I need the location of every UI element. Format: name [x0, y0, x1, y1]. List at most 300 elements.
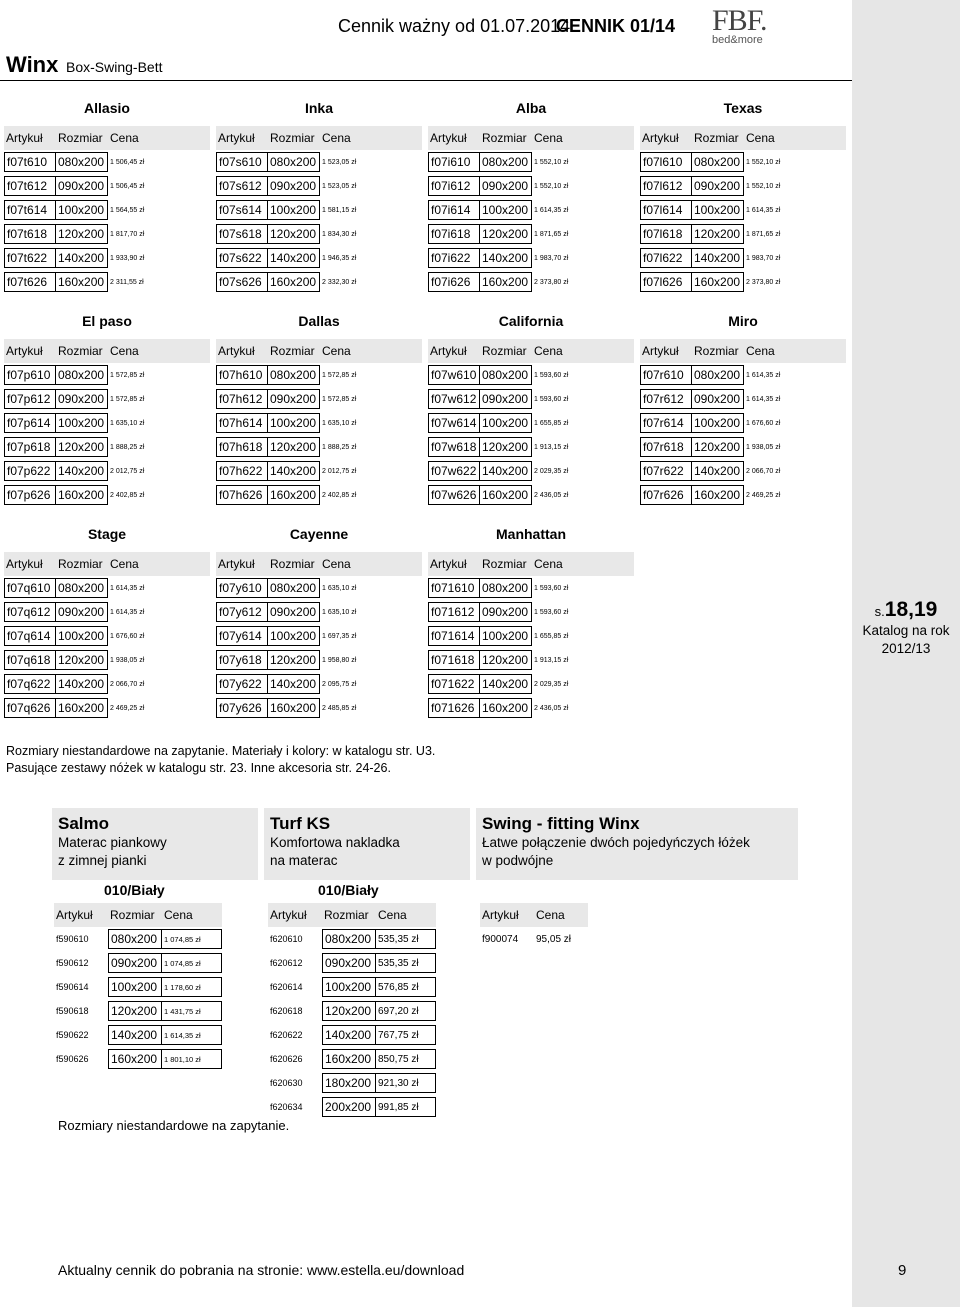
salmo-title: Salmo	[58, 814, 110, 833]
brand-title: Winx	[6, 52, 59, 77]
price-value: 2 311,55 zł	[110, 278, 144, 286]
header-article: Artykuł	[6, 344, 43, 358]
article-code: f07y626	[216, 698, 268, 718]
article-code: f07p610	[4, 365, 56, 385]
table-row	[54, 927, 222, 951]
size-value: 140x200	[268, 248, 320, 268]
table-row	[268, 1023, 436, 1047]
table-row	[4, 696, 210, 720]
header-price: Cena	[746, 131, 775, 145]
table-row	[216, 600, 422, 624]
table-row	[4, 648, 210, 672]
turf-color: 010/Biały	[318, 882, 379, 898]
product-name: Texas	[723, 100, 763, 116]
size-value: 200x200	[322, 1097, 376, 1117]
price-value: 2 469,25 zł	[110, 704, 145, 712]
article-code: f07i610	[428, 152, 480, 172]
swing-title: Swing - fitting Winx	[482, 814, 640, 833]
table-row	[640, 363, 846, 387]
table-row	[428, 576, 634, 600]
price-value: 1 614,35 zł	[110, 608, 145, 616]
size-value: 120x200	[692, 224, 744, 244]
product-table	[4, 313, 210, 507]
article-code: f07y622	[216, 674, 268, 694]
table-header	[480, 903, 588, 927]
size-value: 140x200	[322, 1025, 376, 1045]
table-row	[428, 246, 634, 270]
table-row	[216, 174, 422, 198]
price-value: 1 431,75 zł	[162, 1001, 222, 1021]
size-value: 160x200	[692, 272, 744, 292]
size-value: 090x200	[108, 953, 162, 973]
price-value: 2 066,70 zł	[746, 467, 781, 475]
article-code: f07r626	[640, 485, 692, 505]
price-value: 1 635,10 zł	[110, 419, 145, 427]
size-value: 120x200	[56, 437, 108, 457]
price-value: 1 572,85 zł	[322, 371, 357, 379]
header-article: Artykuł	[642, 131, 679, 145]
table-row	[216, 672, 422, 696]
size-value: 160x200	[56, 698, 108, 718]
header-size: Rozmiar	[482, 131, 527, 145]
header-price: Cena	[534, 131, 563, 145]
size-value: 140x200	[108, 1025, 162, 1045]
turf-desc-2: na materac	[270, 853, 338, 868]
size-value: 120x200	[480, 650, 532, 670]
price-value: 1 913,15 zł	[534, 443, 569, 451]
article-code: f07s612	[216, 176, 268, 196]
price-value: 1 655,85 zł	[534, 632, 569, 640]
price-value: 1 178,60 zł	[162, 977, 222, 997]
price-value: 1 801,10 zł	[162, 1049, 222, 1069]
size-value: 140x200	[692, 461, 744, 481]
article-code: f07i618	[428, 224, 480, 244]
price-value: 1 913,15 zł	[534, 656, 569, 664]
size-value: 160x200	[56, 485, 108, 505]
size-value: 080x200	[268, 365, 320, 385]
table-row	[4, 150, 210, 174]
price-value: 2 469,25 zł	[746, 491, 781, 499]
product-table	[428, 526, 634, 720]
size-value: 120x200	[322, 1001, 376, 1021]
price-value: 1 817,70 zł	[110, 230, 145, 238]
size-value: 090x200	[692, 389, 744, 409]
header-price: Cena	[110, 344, 139, 358]
size-value: 140x200	[480, 248, 532, 268]
price-value: 1 506,45 zł	[110, 182, 145, 190]
table-row	[428, 483, 634, 507]
size-value: 090x200	[480, 176, 532, 196]
article-code: f07t626	[4, 272, 56, 292]
article-code: f07l626	[640, 272, 692, 292]
swing-header	[476, 808, 798, 880]
turf-desc-1: Komfortowa nakladka	[270, 835, 400, 850]
price-value: 1 593,60 zł	[534, 608, 569, 616]
article-code: f071622	[428, 674, 480, 694]
table-row	[216, 459, 422, 483]
size-value: 140x200	[268, 674, 320, 694]
table-row	[268, 975, 436, 999]
article-code: f071614	[428, 626, 480, 646]
product-name: Stage	[87, 526, 127, 542]
table-row	[480, 927, 588, 951]
notes	[6, 743, 435, 777]
table-header	[54, 903, 222, 927]
table-row	[216, 363, 422, 387]
size-value: 090x200	[268, 389, 320, 409]
size-value: 080x200	[480, 578, 532, 598]
price-value: 2 029,35 zł	[534, 680, 569, 688]
table-header	[428, 339, 634, 363]
header-price: Cena	[534, 344, 563, 358]
price-value: 1 552,10 zł	[534, 182, 569, 190]
table-row	[428, 222, 634, 246]
size-value: 140x200	[480, 674, 532, 694]
table-row	[640, 174, 846, 198]
size-value: 100x200	[56, 200, 108, 220]
table-row	[216, 624, 422, 648]
swing-price-table	[480, 903, 588, 951]
size-value: 100x200	[480, 626, 532, 646]
product-table	[428, 100, 634, 294]
header-article: Artykuł	[6, 557, 43, 571]
article-code: f07s610	[216, 152, 268, 172]
size-value: 160x200	[56, 272, 108, 292]
table-header	[268, 903, 436, 927]
price-value: 95,05 zł	[536, 933, 572, 945]
header-article: Artykuł	[270, 908, 307, 922]
page-number: 9	[898, 1262, 907, 1279]
article-code: f07h626	[216, 485, 268, 505]
turf-header	[264, 808, 470, 880]
size-value: 090x200	[268, 176, 320, 196]
header-article: Artykuł	[6, 131, 43, 145]
table-row	[54, 999, 222, 1023]
size-value: 080x200	[108, 929, 162, 949]
article-code: f07q612	[4, 602, 56, 622]
price-value: 2 332,30 zł	[322, 278, 357, 286]
article-code: f07r614	[640, 413, 692, 433]
article-code: f07r622	[640, 461, 692, 481]
header-article: Artykuł	[218, 344, 255, 358]
header-article: Artykuł	[642, 344, 679, 358]
article-code: f620610	[270, 934, 303, 944]
product-name: Miro	[728, 313, 758, 329]
header-article: Artykuł	[482, 908, 519, 922]
price-value: 2 402,85 zł	[110, 491, 145, 499]
table-row	[216, 222, 422, 246]
table-row	[640, 483, 846, 507]
article-code: f07q622	[4, 674, 56, 694]
price-value: 850,75 zł	[376, 1049, 436, 1069]
table-row	[4, 435, 210, 459]
article-code: f071612	[428, 602, 480, 622]
size-value: 080x200	[692, 365, 744, 385]
swing-desc-1: Łatwe połączenie dwóch pojedyńczych łóżek	[482, 835, 750, 850]
size-value: 080x200	[692, 152, 744, 172]
article-code: f07h612	[216, 389, 268, 409]
table-row	[54, 1023, 222, 1047]
price-value: 1 552,10 zł	[534, 158, 569, 166]
article-code: f620626	[270, 1054, 303, 1064]
size-value: 100x200	[322, 977, 376, 997]
size-value: 080x200	[480, 365, 532, 385]
size-value: 080x200	[56, 365, 108, 385]
model-subtitle: Box-Swing-Bett	[66, 59, 163, 75]
article-code: f590626	[56, 1054, 89, 1064]
size-value: 160x200	[480, 272, 532, 292]
size-value: 090x200	[56, 389, 108, 409]
article-code: f07i614	[428, 200, 480, 220]
table-row	[640, 459, 846, 483]
article-code: f07w612	[428, 389, 480, 409]
size-value: 100x200	[692, 200, 744, 220]
article-code: f07p626	[4, 485, 56, 505]
table-header	[216, 339, 422, 363]
size-value: 100x200	[480, 413, 532, 433]
header-article: Artykuł	[218, 557, 255, 571]
turf-title: Turf KS	[270, 814, 331, 833]
validity-date: Cennik ważny od 01.07.2014	[338, 16, 571, 36]
table-row	[428, 411, 634, 435]
custom-sizes-note: Rozmiary niestandardowe na zapytanie.	[58, 1118, 290, 1133]
header-price: Cena	[164, 908, 193, 922]
table-row	[216, 198, 422, 222]
table-row	[640, 150, 846, 174]
article-code: f07w614	[428, 413, 480, 433]
table-row	[268, 951, 436, 975]
table-header	[428, 126, 634, 150]
table-row	[4, 222, 210, 246]
product-table	[216, 313, 422, 507]
article-code: f07q626	[4, 698, 56, 718]
table-row	[428, 174, 634, 198]
size-value: 100x200	[56, 413, 108, 433]
price-value: 1 572,85 zł	[110, 371, 145, 379]
price-value: 1 958,80 zł	[322, 656, 357, 664]
table-row	[268, 927, 436, 951]
article-code: f620622	[270, 1030, 303, 1040]
article-code: f07l618	[640, 224, 692, 244]
price-value: 1 614,35 zł	[110, 584, 145, 592]
price-value: 1 888,25 zł	[110, 443, 145, 451]
table-header	[4, 339, 210, 363]
price-value: 1 834,30 zł	[322, 230, 357, 238]
article-code: f07l614	[640, 200, 692, 220]
size-value: 100x200	[268, 200, 320, 220]
size-value: 080x200	[56, 578, 108, 598]
table-row	[428, 270, 634, 294]
price-value: 2 436,05 zł	[534, 704, 569, 712]
table-row	[4, 411, 210, 435]
header-divider	[0, 80, 852, 81]
size-value: 160x200	[692, 485, 744, 505]
table-row	[428, 672, 634, 696]
article-code: f07y614	[216, 626, 268, 646]
article-code: f620614	[270, 982, 303, 992]
table-row	[4, 387, 210, 411]
size-value: 140x200	[268, 461, 320, 481]
table-row	[428, 150, 634, 174]
logo-main-text: FBF.	[712, 4, 767, 37]
product-name: Alba	[515, 100, 547, 116]
table-header	[640, 126, 846, 150]
price-value: 1 506,45 zł	[110, 158, 145, 166]
price-value: 1 523,05 zł	[322, 158, 357, 166]
table-row	[428, 696, 634, 720]
product-table	[216, 100, 422, 294]
article-code: f07y612	[216, 602, 268, 622]
product-name: El paso	[82, 313, 132, 329]
catalog-pages: 18,19	[884, 598, 938, 621]
product-table	[4, 526, 210, 720]
table-row	[4, 483, 210, 507]
table-row	[268, 999, 436, 1023]
size-value: 100x200	[268, 626, 320, 646]
price-value: 1 938,05 zł	[746, 443, 781, 451]
table-row	[4, 576, 210, 600]
price-value: 1 564,55 zł	[110, 206, 145, 214]
price-value: 1 676,60 zł	[110, 632, 145, 640]
table-row	[54, 1047, 222, 1071]
price-value: 1 635,10 zł	[322, 608, 357, 616]
product-name: Cayenne	[289, 526, 349, 542]
table-row	[216, 483, 422, 507]
article-code: f07t614	[4, 200, 56, 220]
price-value: 1 938,05 zł	[110, 656, 145, 664]
size-value: 160x200	[108, 1049, 162, 1069]
table-row	[640, 222, 846, 246]
product-table	[216, 526, 422, 720]
article-code: f07p618	[4, 437, 56, 457]
price-value: 535,35 zł	[376, 929, 436, 949]
size-value: 100x200	[56, 626, 108, 646]
header-size: Rozmiar	[324, 908, 369, 922]
size-value: 120x200	[692, 437, 744, 457]
price-value: 1 614,35 zł	[746, 371, 781, 379]
article-code: f071610	[428, 578, 480, 598]
price-value: 1 572,85 zł	[322, 395, 357, 403]
price-value: 1 614,35 zł	[534, 206, 569, 214]
price-value: 1 655,85 zł	[534, 419, 569, 427]
table-row	[428, 198, 634, 222]
price-value: 535,35 zł	[376, 953, 436, 973]
table-row	[4, 174, 210, 198]
table-row	[428, 387, 634, 411]
size-value: 100x200	[692, 413, 744, 433]
article-code: f07p622	[4, 461, 56, 481]
article-code: f07p614	[4, 413, 56, 433]
price-value: 1 552,10 zł	[746, 182, 781, 190]
price-value: 2 066,70 zł	[110, 680, 145, 688]
table-row	[216, 246, 422, 270]
size-value: 090x200	[692, 176, 744, 196]
size-value: 120x200	[56, 224, 108, 244]
table-row	[216, 696, 422, 720]
size-value: 120x200	[268, 437, 320, 457]
header-price: Cena	[110, 131, 139, 145]
salmo-color: 010/Biały	[104, 882, 165, 898]
article-code: f07l612	[640, 176, 692, 196]
table-row	[4, 624, 210, 648]
article-code: f07i626	[428, 272, 480, 292]
article-code: f07h622	[216, 461, 268, 481]
size-value: 090x200	[56, 602, 108, 622]
table-row	[640, 411, 846, 435]
article-code: f900074	[482, 933, 519, 945]
price-value: 2 436,05 zł	[534, 491, 569, 499]
price-value: 2 029,35 zł	[534, 467, 569, 475]
table-row	[268, 1047, 436, 1071]
article-code: f071626	[428, 698, 480, 718]
size-value: 160x200	[268, 485, 320, 505]
price-value: 1 614,35 zł	[746, 206, 781, 214]
price-value: 2 012,75 zł	[110, 467, 145, 475]
table-row	[640, 246, 846, 270]
size-value: 140x200	[56, 248, 108, 268]
table-header	[216, 126, 422, 150]
price-value: 1 074,85 zł	[162, 953, 222, 973]
article-code: f07y618	[216, 650, 268, 670]
turf-price-table	[268, 903, 436, 1119]
article-code: f590614	[56, 982, 89, 992]
product-name: California	[498, 313, 564, 329]
table-header	[4, 126, 210, 150]
size-value: 120x200	[480, 224, 532, 244]
size-value: 080x200	[268, 152, 320, 172]
header-price: Cena	[322, 557, 351, 571]
price-value: 1 871,65 zł	[746, 230, 781, 238]
product-name: Dallas	[298, 313, 340, 329]
article-code: f07w618	[428, 437, 480, 457]
catalog-reference	[852, 598, 960, 658]
table-row	[4, 672, 210, 696]
price-value: 2 373,80 zł	[534, 278, 569, 286]
table-header	[428, 552, 634, 576]
table-row	[4, 363, 210, 387]
size-value: 120x200	[268, 224, 320, 244]
price-value: 767,75 zł	[376, 1025, 436, 1045]
catalog-year-label: Katalog na rok	[862, 623, 950, 638]
table-row	[4, 246, 210, 270]
table-row	[640, 435, 846, 459]
header-size: Rozmiar	[482, 344, 527, 358]
price-value: 2 485,85 zł	[322, 704, 357, 712]
salmo-header	[52, 808, 258, 880]
price-value: 1 933,90 zł	[110, 254, 145, 262]
size-value: 160x200	[480, 698, 532, 718]
size-value: 140x200	[56, 461, 108, 481]
article-code: f590622	[56, 1030, 89, 1040]
table-row	[640, 270, 846, 294]
price-value: 697,20 zł	[376, 1001, 436, 1021]
size-value: 100x200	[480, 200, 532, 220]
table-row	[54, 951, 222, 975]
product-table	[640, 100, 846, 294]
size-value: 160x200	[268, 698, 320, 718]
article-code: f07h610	[216, 365, 268, 385]
salmo-price-table	[54, 903, 222, 1071]
article-code: f07i622	[428, 248, 480, 268]
size-value: 090x200	[322, 953, 376, 973]
article-code: f07s626	[216, 272, 268, 292]
header-size: Rozmiar	[58, 344, 103, 358]
header-size: Rozmiar	[694, 344, 739, 358]
header-article: Artykuł	[430, 557, 467, 571]
product-name: Allasio	[84, 100, 130, 116]
header-size: Rozmiar	[58, 131, 103, 145]
salmo-desc-1: Materac piankowy	[58, 835, 167, 850]
